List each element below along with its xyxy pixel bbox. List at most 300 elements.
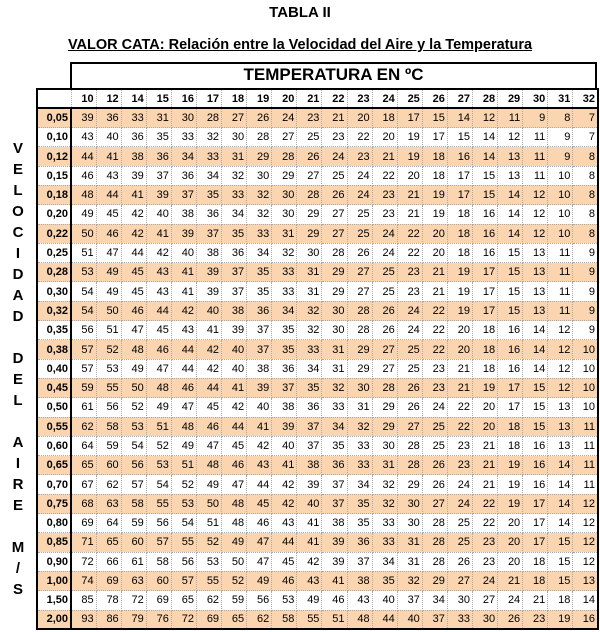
cata-value-cell: 31 (272, 224, 297, 243)
cata-value-cell: 21 (523, 591, 548, 610)
cata-value-cell: 36 (121, 128, 146, 147)
cata-value-cell: 45 (121, 263, 146, 282)
cata-value-cell: 53 (171, 494, 196, 513)
cata-value-cell: 23 (322, 128, 347, 147)
velocity-cell: 0,28 (37, 263, 71, 282)
cata-value-cell: 71 (71, 533, 96, 552)
cata-value-cell: 48 (71, 185, 96, 204)
cata-value-cell: 30 (372, 436, 397, 455)
cata-value-cell: 33 (171, 128, 196, 147)
cata-value-cell: 14 (498, 205, 523, 224)
cata-value-cell: 8 (573, 224, 598, 243)
cata-value-cell: 47 (171, 398, 196, 417)
cata-value-cell: 63 (121, 571, 146, 590)
cata-value-cell: 42 (146, 243, 171, 262)
side-label-letter: D (12, 308, 24, 325)
cata-value-cell: 48 (347, 610, 372, 629)
cata-value-cell: 27 (397, 417, 422, 436)
cata-value-cell: 27 (372, 340, 397, 359)
cata-value-cell: 12 (473, 108, 498, 127)
cata-value-cell: 23 (422, 378, 447, 397)
cata-value-cell: 17 (422, 128, 447, 147)
cata-value-cell: 16 (523, 475, 548, 494)
cata-value-cell: 40 (272, 436, 297, 455)
side-label-letter: D (12, 266, 24, 283)
cata-value-cell: 13 (498, 166, 523, 185)
table-row (37, 321, 598, 340)
cata-value-cell: 30 (297, 243, 322, 262)
cata-value-cell: 36 (171, 166, 196, 185)
cata-value-cell: 37 (297, 436, 322, 455)
cata-value-cell: 24 (422, 398, 447, 417)
velocity-cell: 0,38 (37, 340, 71, 359)
cata-value-cell: 37 (322, 475, 347, 494)
cata-value-cell: 34 (222, 205, 247, 224)
cata-value-cell: 19 (548, 610, 573, 629)
cata-value-cell: 57 (171, 571, 196, 590)
cata-value-cell: 35 (322, 436, 347, 455)
velocity-cell: 0,20 (37, 205, 71, 224)
cata-value-cell: 21 (498, 571, 523, 590)
cata-value-cell: 42 (121, 224, 146, 243)
velocity-cell: 0,25 (37, 243, 71, 262)
cata-value-cell: 33 (272, 282, 297, 301)
cata-value-cell: 56 (146, 514, 171, 533)
cata-value-cell: 64 (71, 436, 96, 455)
cata-value-cell: 17 (523, 533, 548, 552)
cata-value-cell: 55 (96, 378, 121, 397)
cata-value-cell: 18 (447, 205, 472, 224)
velocity-cell: 1,00 (37, 571, 71, 590)
cata-value-cell: 53 (71, 263, 96, 282)
cata-value-cell: 14 (548, 494, 573, 513)
cata-value-cell: 46 (146, 340, 171, 359)
table-row (37, 552, 598, 571)
cata-value-cell: 45 (146, 321, 171, 340)
cata-value-cell: 63 (96, 494, 121, 513)
cata-value-cell: 22 (422, 340, 447, 359)
cata-value-cell: 12 (573, 494, 598, 513)
temperature-cell: 30 (523, 89, 548, 108)
table-row (37, 494, 598, 513)
cata-value-cell: 44 (146, 301, 171, 320)
cata-value-cell: 53 (146, 456, 171, 475)
table-row (37, 610, 598, 629)
cata-value-cell: 52 (121, 398, 146, 417)
cata-value-cell: 36 (247, 301, 272, 320)
cata-value-cell: 16 (498, 321, 523, 340)
cata-value-cell: 37 (247, 340, 272, 359)
cata-value-cell: 31 (347, 398, 372, 417)
cata-value-cell: 37 (297, 417, 322, 436)
cata-value-cell: 49 (96, 263, 121, 282)
cata-value-cell: 23 (397, 282, 422, 301)
cata-value-cell: 30 (447, 591, 472, 610)
cata-value-cell: 42 (297, 552, 322, 571)
cata-value-cell: 10 (548, 224, 573, 243)
cata-value-cell: 16 (498, 340, 523, 359)
cata-value-cell: 40 (146, 205, 171, 224)
cata-value-cell: 12 (523, 205, 548, 224)
cata-value-cell: 41 (171, 282, 196, 301)
cata-value-cell: 12 (573, 552, 598, 571)
cata-value-cell: 13 (523, 282, 548, 301)
cata-value-cell: 9 (573, 282, 598, 301)
cata-value-cell: 17 (473, 301, 498, 320)
cata-value-cell: 45 (222, 436, 247, 455)
cata-value-cell: 9 (548, 128, 573, 147)
cata-value-cell: 48 (222, 514, 247, 533)
cata-value-cell: 72 (121, 591, 146, 610)
cata-value-cell: 44 (171, 340, 196, 359)
cata-value-cell: 58 (121, 494, 146, 513)
cata-value-cell: 40 (222, 340, 247, 359)
table-row (37, 108, 598, 127)
cata-value-cell: 56 (121, 456, 146, 475)
cata-value-cell: 28 (397, 456, 422, 475)
cata-value-cell: 11 (548, 301, 573, 320)
cata-value-cell: 54 (121, 436, 146, 455)
cata-value-cell: 12 (523, 185, 548, 204)
cata-value-cell: 18 (473, 359, 498, 378)
cata-value-cell: 32 (297, 321, 322, 340)
cata-value-cell: 35 (247, 263, 272, 282)
velocity-cell: 0,75 (37, 494, 71, 513)
side-label-letter: E (12, 161, 23, 178)
cata-value-cell: 18 (498, 436, 523, 455)
cata-value-cell: 33 (372, 514, 397, 533)
temperature-cell: 14 (121, 89, 146, 108)
cata-value-cell: 38 (297, 456, 322, 475)
cata-value-cell: 30 (247, 166, 272, 185)
velocity-cell: 0,05 (37, 108, 71, 127)
cata-value-cell: 29 (372, 398, 397, 417)
velocity-cell: 0,80 (37, 514, 71, 533)
cata-value-cell: 35 (222, 224, 247, 243)
cata-value-cell: 39 (322, 552, 347, 571)
cata-value-cell: 34 (347, 475, 372, 494)
cata-value-cell: 33 (347, 456, 372, 475)
cata-value-cell: 49 (171, 436, 196, 455)
cata-value-cell: 50 (71, 224, 96, 243)
cata-value-cell: 39 (272, 417, 297, 436)
cata-value-cell: 15 (548, 552, 573, 571)
cata-value-cell: 19 (498, 475, 523, 494)
cata-value-cell: 60 (96, 456, 121, 475)
cata-value-cell: 64 (96, 514, 121, 533)
table-row (37, 263, 598, 282)
cata-value-cell: 43 (146, 263, 171, 282)
cata-value-cell: 53 (121, 417, 146, 436)
cata-value-cell: 24 (272, 108, 297, 127)
cata-value-cell: 38 (196, 243, 221, 262)
cata-value-cell: 25 (297, 128, 322, 147)
cata-value-cell: 12 (548, 321, 573, 340)
side-label-letter: I (15, 245, 21, 262)
cata-value-cell: 29 (422, 571, 447, 590)
cata-value-cell: 38 (222, 301, 247, 320)
cata-value-cell: 29 (372, 417, 397, 436)
temperature-cell: 32 (573, 89, 598, 108)
cata-value-cell: 14 (573, 591, 598, 610)
cata-value-cell: 13 (548, 417, 573, 436)
cata-value-cell: 26 (322, 185, 347, 204)
table-row (37, 147, 598, 166)
cata-value-cell: 14 (523, 321, 548, 340)
cata-value-cell: 41 (297, 533, 322, 552)
cata-value-cell: 57 (146, 533, 171, 552)
cata-value-cell: 13 (573, 571, 598, 590)
table-row (37, 533, 598, 552)
cata-value-cell: 27 (272, 128, 297, 147)
cata-value-cell: 26 (372, 301, 397, 320)
table-title: TABLA II (269, 4, 331, 21)
cata-value-cell: 15 (548, 533, 573, 552)
cata-value-cell: 14 (498, 224, 523, 243)
cata-value-cell: 21 (422, 263, 447, 282)
cata-value-cell: 31 (397, 533, 422, 552)
side-label-letter: L (13, 392, 23, 409)
cata-value-cell: 34 (422, 591, 447, 610)
cata-value-cell: 44 (372, 610, 397, 629)
cata-value-cell: 40 (222, 359, 247, 378)
cata-value-cell: 43 (347, 591, 372, 610)
cata-value-cell: 48 (171, 417, 196, 436)
cata-value-cell: 29 (272, 166, 297, 185)
cata-value-cell: 65 (222, 610, 247, 629)
cata-value-cell: 25 (447, 533, 472, 552)
cata-value-cell: 50 (196, 494, 221, 513)
cata-value-cell: 18 (523, 571, 548, 590)
cata-value-cell: 12 (573, 514, 598, 533)
table-row (37, 243, 598, 262)
table-row (37, 205, 598, 224)
cata-value-cell: 49 (247, 571, 272, 590)
cata-value-cell: 23 (372, 205, 397, 224)
cata-value-cell: 54 (71, 282, 96, 301)
cata-value-cell: 33 (297, 340, 322, 359)
cata-value-cell: 40 (171, 243, 196, 262)
cata-value-cell: 10 (573, 359, 598, 378)
cata-value-cell: 15 (473, 166, 498, 185)
cata-value-cell: 35 (297, 378, 322, 397)
cata-value-cell: 24 (347, 185, 372, 204)
cata-value-cell: 41 (146, 224, 171, 243)
cata-value-cell: 55 (146, 494, 171, 513)
side-label-letter: R (12, 476, 24, 493)
side-label-letter: M (11, 539, 25, 556)
cata-value-cell: 36 (196, 205, 221, 224)
cata-value-cell: 15 (523, 398, 548, 417)
cata-value-cell: 51 (71, 243, 96, 262)
side-label-letter: I (15, 455, 21, 472)
temperature-cell: 19 (247, 89, 272, 108)
cata-value-cell: 10 (573, 340, 598, 359)
cata-value-cell: 51 (196, 514, 221, 533)
cata-value-cell: 14 (498, 185, 523, 204)
cata-value-cell: 13 (548, 436, 573, 455)
cata-value-cell: 76 (146, 610, 171, 629)
cata-value-cell: 43 (96, 166, 121, 185)
cata-value-cell: 36 (272, 359, 297, 378)
cata-value-cell: 9 (573, 263, 598, 282)
cata-value-cell: 28 (196, 108, 221, 127)
table-row (37, 514, 598, 533)
cata-value-cell: 21 (322, 108, 347, 127)
cata-value-cell: 15 (523, 378, 548, 397)
cata-value-cell: 38 (347, 571, 372, 590)
cata-value-cell: 29 (297, 224, 322, 243)
cata-grid (36, 88, 599, 630)
cata-value-cell: 40 (372, 591, 397, 610)
cata-value-cell: 7 (573, 108, 598, 127)
cata-value-cell: 22 (447, 398, 472, 417)
cata-value-cell: 12 (523, 224, 548, 243)
velocity-cell: 0,45 (37, 378, 71, 397)
cata-value-cell: 40 (247, 398, 272, 417)
cata-value-cell: 28 (247, 128, 272, 147)
velocity-cell: 0,15 (37, 166, 71, 185)
velocity-cell: 0,18 (37, 185, 71, 204)
cata-value-cell: 46 (171, 378, 196, 397)
cata-value-cell: 44 (247, 475, 272, 494)
cata-value-cell: 58 (96, 417, 121, 436)
cata-value-cell: 28 (297, 185, 322, 204)
cata-value-cell: 41 (121, 185, 146, 204)
side-label-letter: E (12, 497, 23, 514)
cata-value-cell: 46 (322, 591, 347, 610)
cata-value-cell: 33 (272, 263, 297, 282)
cata-value-cell: 55 (297, 610, 322, 629)
velocity-cell: 0,22 (37, 224, 71, 243)
cata-value-cell: 18 (523, 552, 548, 571)
cata-value-cell: 49 (96, 282, 121, 301)
cata-value-cell: 54 (171, 514, 196, 533)
cata-value-cell: 39 (222, 321, 247, 340)
cata-value-cell: 11 (523, 166, 548, 185)
cata-value-cell: 26 (372, 321, 397, 340)
cata-value-cell: 48 (222, 494, 247, 513)
temperature-cell: 27 (447, 89, 472, 108)
velocity-cell: 0,60 (37, 436, 71, 455)
cata-value-cell: 20 (372, 128, 397, 147)
cata-value-cell: 58 (272, 610, 297, 629)
cata-value-cell: 18 (422, 166, 447, 185)
cata-value-cell: 39 (247, 378, 272, 397)
cata-value-cell: 19 (422, 185, 447, 204)
cata-value-cell: 62 (96, 475, 121, 494)
cata-value-cell: 31 (222, 147, 247, 166)
cata-value-cell: 32 (247, 205, 272, 224)
cata-value-cell: 41 (272, 456, 297, 475)
cata-value-cell: 24 (347, 166, 372, 185)
velocity-side-label (0, 110, 36, 630)
cata-value-cell: 67 (71, 475, 96, 494)
side-label-letter: A (12, 287, 24, 304)
cata-value-cell: 60 (146, 571, 171, 590)
cata-value-cell: 16 (473, 205, 498, 224)
cata-value-cell: 52 (146, 436, 171, 455)
cata-value-cell: 27 (322, 205, 347, 224)
cata-value-cell: 30 (171, 108, 196, 127)
side-label-letter: V (12, 140, 23, 157)
cata-value-cell: 11 (548, 282, 573, 301)
cata-value-cell: 22 (372, 166, 397, 185)
cata-value-cell: 25 (372, 282, 397, 301)
cata-value-cell: 44 (71, 147, 96, 166)
side-label-letter: E (12, 371, 23, 388)
cata-value-cell: 44 (222, 417, 247, 436)
cata-value-cell: 42 (272, 475, 297, 494)
cata-value-cell: 34 (372, 552, 397, 571)
table-row (37, 166, 598, 185)
cata-value-cell: 12 (573, 533, 598, 552)
cata-value-cell: 49 (196, 475, 221, 494)
cata-value-cell: 27 (347, 282, 372, 301)
cata-value-cell: 72 (71, 552, 96, 571)
cata-value-cell: 31 (322, 340, 347, 359)
velocity-cell: 0,65 (37, 456, 71, 475)
cata-value-cell: 40 (297, 494, 322, 513)
cata-value-cell: 59 (96, 436, 121, 455)
cata-value-cell: 21 (422, 282, 447, 301)
cata-value-cell: 62 (247, 610, 272, 629)
cata-value-cell: 42 (222, 398, 247, 417)
temperature-cell: 25 (397, 89, 422, 108)
cata-value-cell: 38 (171, 205, 196, 224)
cata-value-cell: 32 (322, 378, 347, 397)
cata-value-cell: 44 (171, 359, 196, 378)
temperature-cell: 15 (146, 89, 171, 108)
cata-value-cell: 59 (222, 591, 247, 610)
cata-value-cell: 50 (96, 301, 121, 320)
cata-value-cell: 59 (121, 514, 146, 533)
velocity-cell: 0,40 (37, 359, 71, 378)
cata-value-cell: 27 (447, 571, 472, 590)
cata-value-cell: 38 (247, 359, 272, 378)
cata-value-cell: 28 (347, 321, 372, 340)
cata-value-cell: 43 (71, 128, 96, 147)
cata-value-cell: 22 (422, 301, 447, 320)
cata-value-cell: 36 (297, 398, 322, 417)
cata-value-cell: 23 (372, 185, 397, 204)
cata-value-cell: 11 (573, 436, 598, 455)
cata-value-cell: 37 (247, 321, 272, 340)
table-row (37, 185, 598, 204)
cata-value-cell: 43 (146, 282, 171, 301)
cata-value-cell: 29 (322, 282, 347, 301)
cata-value-cell: 29 (322, 263, 347, 282)
cata-value-cell: 17 (523, 514, 548, 533)
cata-value-cell: 28 (372, 378, 397, 397)
cata-value-cell: 12 (548, 378, 573, 397)
cata-value-cell: 32 (347, 417, 372, 436)
cata-value-cell: 21 (372, 147, 397, 166)
cata-value-cell: 53 (272, 591, 297, 610)
cata-value-cell: 24 (397, 301, 422, 320)
table-row (37, 282, 598, 301)
cata-value-cell: 34 (247, 243, 272, 262)
cata-value-cell: 30 (347, 378, 372, 397)
cata-value-cell: 50 (121, 378, 146, 397)
cata-value-cell: 46 (247, 514, 272, 533)
cata-value-cell: 14 (473, 147, 498, 166)
cata-value-cell: 21 (473, 456, 498, 475)
cata-value-cell: 86 (96, 610, 121, 629)
cata-value-cell: 22 (447, 417, 472, 436)
cata-value-cell: 31 (297, 282, 322, 301)
table-subtitle (0, 30, 600, 60)
